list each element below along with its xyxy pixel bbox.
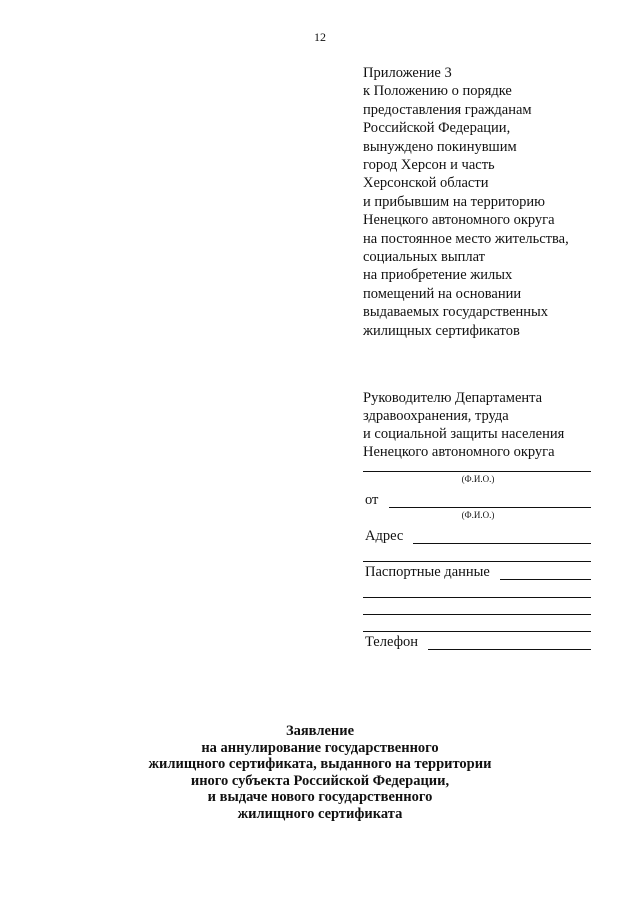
passport-field-line-2[interactable] bbox=[363, 597, 591, 598]
addressee-block bbox=[363, 389, 623, 461]
fio-caption: (Ф.И.О.) bbox=[461, 474, 495, 484]
appendix-line: на приобретение жилых bbox=[363, 267, 513, 284]
fio-caption: (Ф.И.О.) bbox=[461, 510, 495, 520]
appendix-line: социальных выплат bbox=[363, 249, 485, 266]
title-line: и выдаче нового государственного bbox=[207, 789, 433, 806]
appendix-header bbox=[363, 64, 623, 340]
appendix-line: и прибывшим на территорию bbox=[363, 193, 545, 210]
title-line: на аннулирование государственного bbox=[201, 739, 439, 756]
title-line: жилищного сертификата, выданного на территории bbox=[148, 756, 492, 773]
addressee-line: Ненецкого автономного округа bbox=[363, 444, 555, 460]
appendix-line: вынуждено покинувшим bbox=[363, 138, 517, 155]
address-field[interactable] bbox=[413, 543, 591, 544]
appendix-line: Херсонской области bbox=[363, 175, 489, 192]
applicant-name-field[interactable] bbox=[389, 507, 591, 508]
passport-label: Паспортные данные bbox=[365, 564, 490, 580]
from-label: от bbox=[365, 492, 379, 508]
application-title bbox=[0, 723, 640, 823]
appendix-line: Приложение 3 bbox=[363, 65, 452, 81]
appendix-line: жилищных сертификатов bbox=[363, 322, 520, 339]
appendix-line: город Херсон и часть bbox=[363, 157, 495, 174]
passport-field[interactable] bbox=[500, 579, 591, 580]
title-line: иного субъекта Российской Федерации, bbox=[190, 772, 450, 789]
recipient-name-field[interactable] bbox=[363, 471, 591, 472]
address-field-line-2[interactable] bbox=[363, 561, 591, 562]
appendix-line: предоставления гражданам bbox=[363, 101, 532, 118]
addressee-line: здравоохранения, труда bbox=[363, 408, 509, 424]
appendix-line: выдаваемых государственных bbox=[363, 304, 549, 321]
appendix-line: на постоянное место жительства, bbox=[363, 230, 569, 247]
addressee-line: и социальной защиты населения bbox=[363, 426, 565, 442]
address-label: Адрес bbox=[365, 528, 404, 544]
appendix-line: помещений на основании bbox=[363, 285, 522, 302]
appendix-line: Российской Федерации, bbox=[363, 120, 511, 137]
passport-field-line-3[interactable] bbox=[363, 614, 591, 615]
page-number: 12 bbox=[314, 30, 326, 44]
phone-label: Телефон bbox=[365, 634, 418, 650]
phone-field[interactable] bbox=[428, 649, 591, 650]
addressee-line: Руководителю Департамента bbox=[363, 390, 543, 406]
appendix-line: к Положению о порядке bbox=[363, 83, 512, 100]
title-line: Заявление bbox=[285, 723, 355, 739]
title-line: жилищного сертификата bbox=[237, 805, 403, 822]
appendix-line: Ненецкого автономного округа bbox=[363, 212, 555, 229]
passport-field-line-4[interactable] bbox=[363, 631, 591, 632]
